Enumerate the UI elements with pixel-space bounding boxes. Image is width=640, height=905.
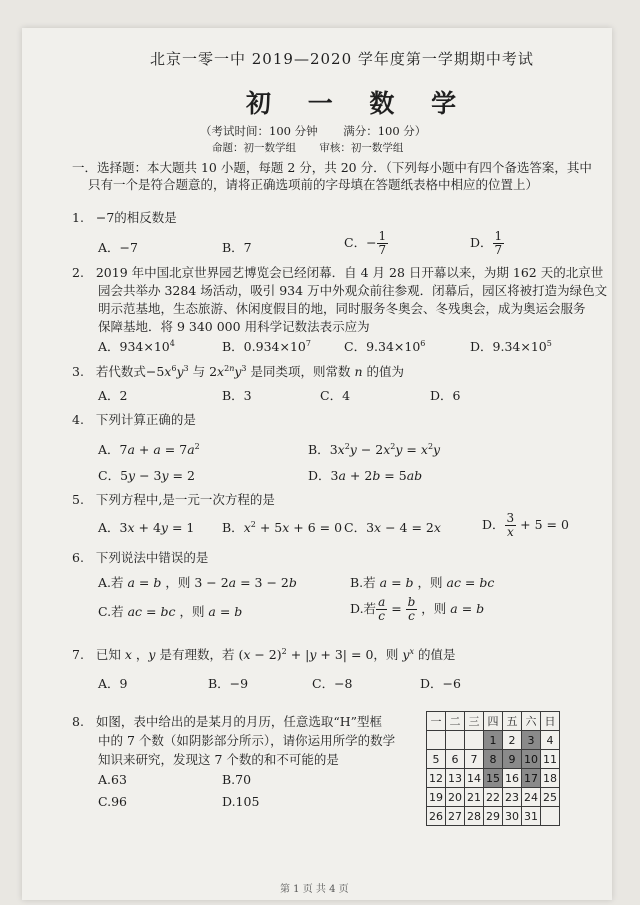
calendar-cell-shaded: 15: [484, 769, 503, 788]
calendar-cell: [427, 731, 446, 750]
subject-title: 初 一 数 学: [246, 89, 471, 118]
calendar-header: 四: [484, 712, 503, 731]
q5-option-b: B．$x^2 + 5x + 6 = 0$: [222, 519, 343, 535]
q6-option-d: D.若 $\frac{a}{c}$ = $\frac{b}{c}$ ，则 a = b: [350, 595, 485, 623]
calendar-cell: 28: [465, 807, 484, 826]
calendar-cell: 25: [541, 788, 560, 807]
calendar-cell: 31: [522, 807, 541, 826]
calendar-cell: 16: [503, 769, 522, 788]
section-instruction-2: 只有一个是符合题意的，请将正确选项前的字母填在答题纸表格中相应的位置上）: [88, 177, 539, 192]
q2-option-c: C．$9.34\times 10^6$: [344, 338, 426, 354]
exam-info: （考试时间：100 分钟 满分：100 分）: [200, 124, 427, 138]
calendar-header: 三: [465, 712, 484, 731]
q4-option-c: C．5y − 3y = 2: [98, 468, 195, 483]
question-2-line-4: 保障基地．将 9 340 000 用科学记数法表示应为: [98, 319, 370, 334]
calendar-cell: 24: [522, 788, 541, 807]
q6-option-a: A.若 a = b ，则 3 − 2a = 3 − 2b: [98, 575, 297, 590]
calendar-cell: 13: [446, 769, 465, 788]
q8-option-b: B.70: [222, 772, 252, 787]
question-3: 3. 若代数式$-5x^6y^3$ 与 $2x^{2n}y^3$ 是同类项，则常数 n 的值为: [72, 363, 405, 379]
calendar-row: [427, 750, 560, 769]
calendar-cell-shaded: 8: [484, 750, 503, 769]
question-4: 4. 下列计算正确的是: [72, 412, 196, 427]
calendar-cell-shaded: 17: [522, 769, 541, 788]
q1-option-b: B．7: [222, 240, 252, 255]
calendar-row: [427, 731, 560, 750]
calendar-header-row: [427, 712, 560, 731]
calendar-cell: 2: [503, 731, 522, 750]
calendar-cell: 22: [484, 788, 503, 807]
q7-option-d: D．−6: [420, 676, 461, 691]
calendar-cell-shaded: 1: [484, 731, 503, 750]
question-2-line-3: 明示范基地，生态旅游、休闲度假目的地，同时服务冬奥会、冬残奥会，成为奥运会服务: [98, 301, 586, 316]
calendar-cell: 12: [427, 769, 446, 788]
calendar-cell: 6: [446, 750, 465, 769]
q7-option-b: B．−9: [208, 676, 249, 691]
q8-option-a: A.63: [98, 772, 127, 787]
school-title: 北京一零一中 2019—2020 学年度第一学期期中考试: [150, 50, 534, 68]
q4-option-d: D．3a + 2b = 5ab: [308, 468, 423, 483]
calendar-cell: 11: [541, 750, 560, 769]
q1-option-d: D． $\frac{1}{7}$: [470, 229, 503, 257]
calendar-cell: 27: [446, 807, 465, 826]
q1-option-a: A．−7: [98, 240, 138, 255]
calendar-header: 二: [446, 712, 465, 731]
q6-option-b: B.若 a = b ，则 ac = bc: [350, 575, 495, 590]
question-7: 7. 已知 x ，y 是有理数，若 $(x - 2)^2 + |y + 3| = 0$，则 $y^x$ 的值是: [72, 646, 456, 662]
q1-option-c: C．− $\frac{1}{7}$: [344, 229, 387, 257]
q3-option-c: C．4: [320, 388, 351, 403]
question-2: 2. 2019 年中国北京世界园艺博览会已经闭幕．自 4 月 28 日开幕以来，为期 162 天的北京世: [72, 265, 604, 280]
q7-option-c: C．−8: [312, 676, 353, 691]
calendar-cell: 30: [503, 807, 522, 826]
question-6: 6. 下列说法中错误的是: [72, 550, 209, 565]
section-instruction-1: 一．选择题：本大题共 10 小题，每题 2 分，共 20 分．（下列每小题中有四个备选答案，其中: [72, 160, 592, 175]
q5-option-c: C．3x − 4 = 2x: [344, 520, 441, 535]
calendar-table: [426, 711, 560, 826]
calendar-cell: [446, 731, 465, 750]
q3-option-b: B．3: [222, 388, 252, 403]
q5-option-a: A．3x + 4y = 1: [98, 520, 195, 535]
q4-option-b: B．$3x^2y - 2x^2y = x^2y$: [308, 441, 441, 457]
calendar-cell: 7: [465, 750, 484, 769]
calendar-cell: 19: [427, 788, 446, 807]
calendar-cell: 20: [446, 788, 465, 807]
calendar-cell: 5: [427, 750, 446, 769]
question-8-line-2: 中的 7 个数（如阴影部分所示），请你运用所学的数学: [98, 733, 396, 748]
calendar-cell: 26: [427, 807, 446, 826]
q2-option-d: D．$9.34\times 10^5$: [470, 338, 552, 354]
calendar-header: 五: [503, 712, 522, 731]
question-8: 8. 如图，表中给出的是某月的月历，任意选取“H”型框: [72, 714, 383, 729]
calendar-cell: 18: [541, 769, 560, 788]
q7-option-a: A．9: [98, 676, 128, 691]
calendar-cell: 14: [465, 769, 484, 788]
question-5: 5. 下列方程中,是一元一次方程的是: [72, 492, 275, 507]
q8-option-d: D.105: [222, 794, 260, 809]
exam-authors: 命题：初一数学组 审核：初一数学组: [212, 142, 404, 154]
calendar-cell: 21: [465, 788, 484, 807]
calendar-cell: 23: [503, 788, 522, 807]
calendar-row: [427, 788, 560, 807]
question-2-line-2: 园会共举办 3284 场活动，吸引 934 万中外观众前往参观．闭幕后，园区将被打造为绿色文: [98, 283, 608, 298]
q8-option-c: C.96: [98, 794, 127, 809]
page-footer: 第 1 页 共 4 页: [280, 884, 349, 895]
calendar-header: 日: [541, 712, 560, 731]
calendar-cell: 4: [541, 731, 560, 750]
calendar-row: [427, 769, 560, 788]
calendar-cell-shaded: 3: [522, 731, 541, 750]
q5-option-d: D． $\frac{3}{x}$ + 5 = 0: [482, 511, 569, 539]
calendar-cell: 29: [484, 807, 503, 826]
q2-option-b: B．$0.934\times 10^7$: [222, 338, 311, 354]
calendar-cell-shaded: 10: [522, 750, 541, 769]
question-8-line-3: 知识来研究，发现这 7 个数的和不可能的是: [98, 752, 339, 767]
calendar-cell-shaded: 9: [503, 750, 522, 769]
calendar-cell: [541, 807, 560, 826]
calendar-row: [427, 807, 560, 826]
q3-option-d: D．6: [430, 388, 461, 403]
q6-option-c: C.若 ac = bc ，则 a = b: [98, 604, 243, 619]
calendar-header: 六: [522, 712, 541, 731]
q2-option-a: A．$934\times 10^4$: [98, 338, 175, 354]
q3-option-a: A．2: [98, 388, 128, 403]
question-1: 1. −7的相反数是: [72, 210, 177, 225]
q4-option-a: A．$7a + a = 7a^2$: [98, 441, 200, 457]
calendar-cell: [465, 731, 484, 750]
calendar-header: 一: [427, 712, 446, 731]
